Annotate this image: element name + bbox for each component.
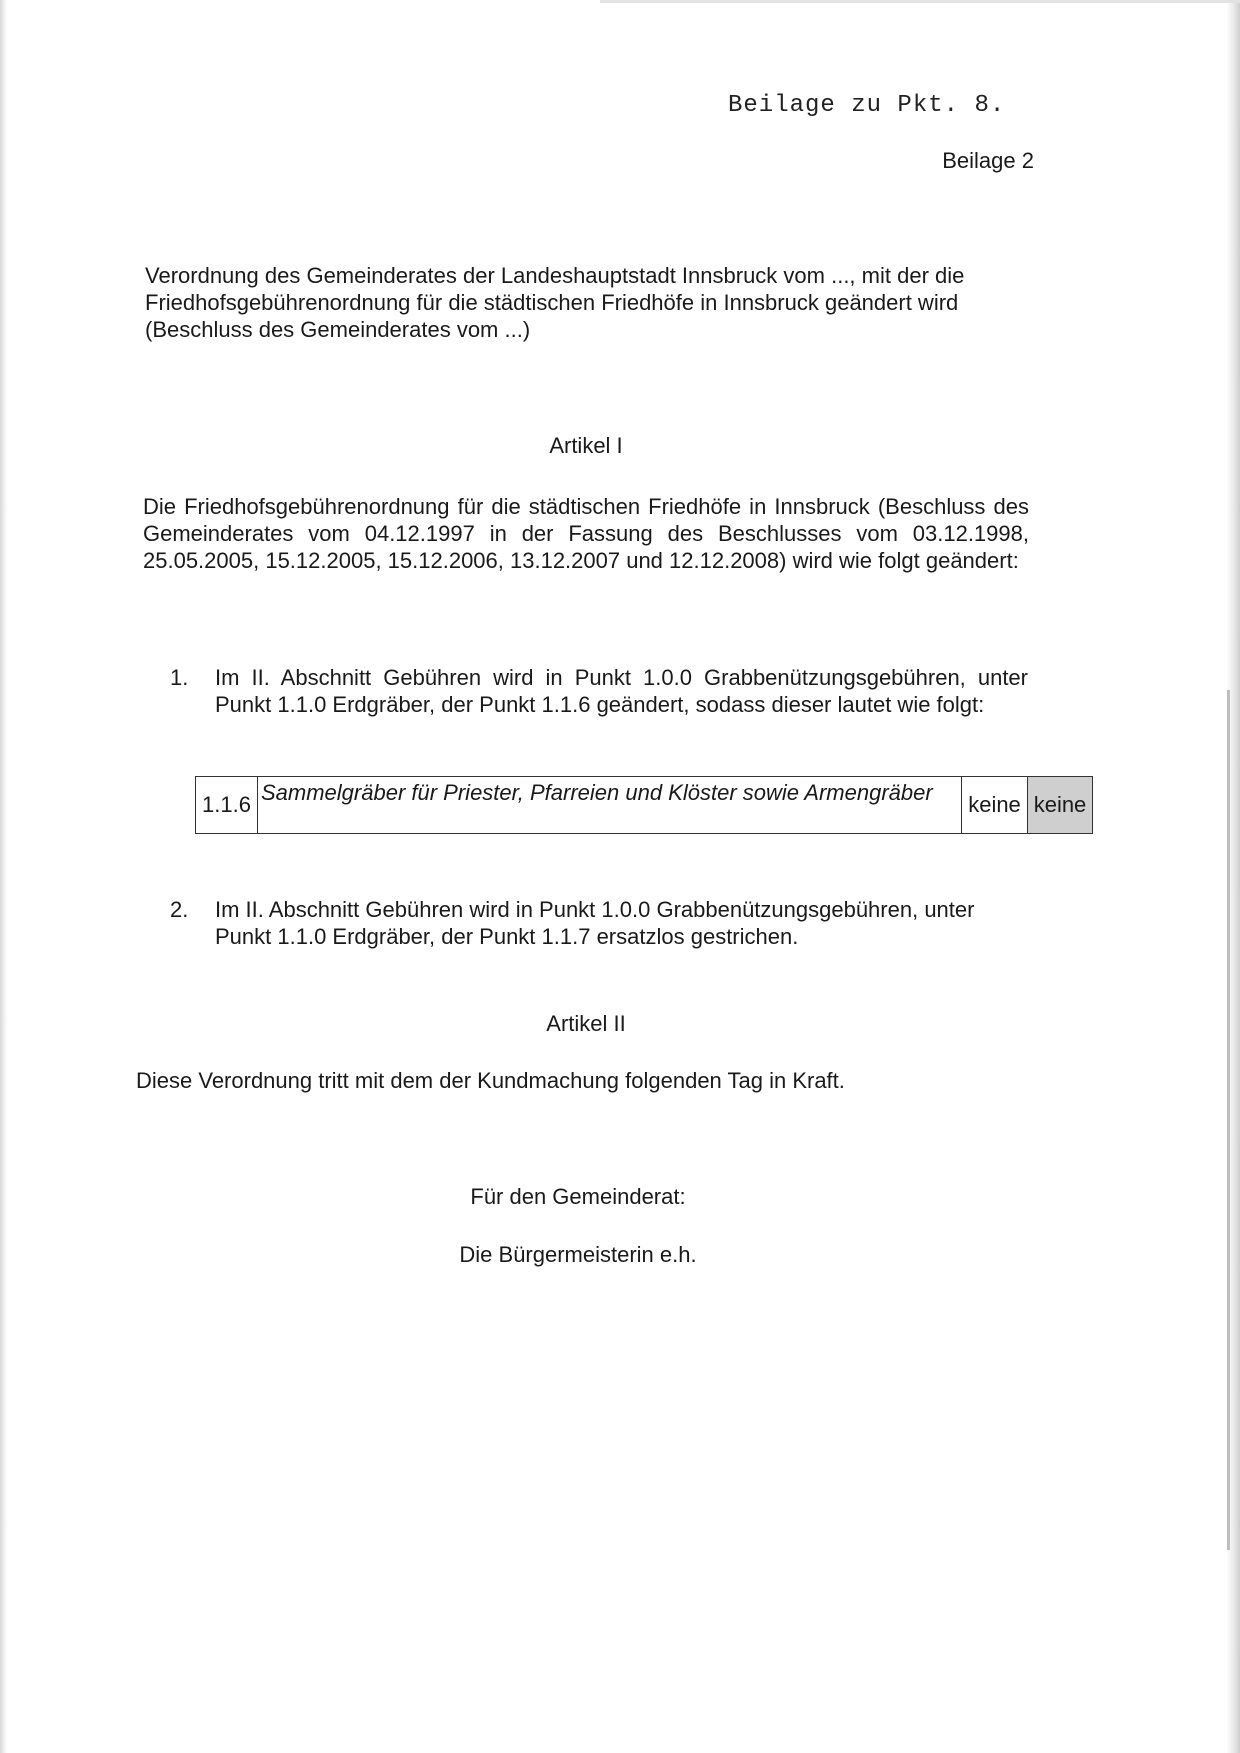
signature-mayor: Die Bürgermeisterin e.h. <box>459 1242 697 1267</box>
fee-table-description: Sammelgräber für Priester, Pfarreien und Klöster sowie Armengräber <box>258 777 962 833</box>
scan-shadow-left <box>0 0 8 1753</box>
article-1-heading: Artikel I <box>549 433 623 458</box>
fee-table-fee-1: keine <box>962 777 1028 833</box>
article-2-heading: Artikel II <box>546 1011 626 1036</box>
list-item-text: Im II. Abschnitt Gebühren wird in Punkt 1.0.0 Grabbenützungsgebühren, unter Punkt 1.1.0 Erdgräber, der Punkt 1.1.7 ersatzlos gestrichen. <box>215 897 975 949</box>
list-item <box>170 896 1022 950</box>
attachment-label: Beilage 2 <box>942 148 1034 173</box>
article-2-text: Diese Verordnung tritt mit dem der Kundmachung folgenden Tag in Kraft. <box>136 1068 845 1093</box>
article-1-text: Die Friedhofsgebührenordnung für die städtischen Friedhöfe in Innsbruck (Beschluss des Gemeinderates vom 04.12.1997 in der Fassung des Beschlusses vom 03.12.1998, 25.05.2005, 15.12.2005, 15.12.2006, 13.12.2007 und 12.12.2008) wird wie folgt geändert: <box>143 494 1029 573</box>
fee-table-code: 1.1.6 <box>196 777 258 833</box>
fee-table-fee-2: keine <box>1028 777 1092 833</box>
agenda-stamp: Beilage zu Pkt. 8. <box>728 92 1006 119</box>
scan-shadow-top <box>600 0 1240 3</box>
fee-table <box>195 776 1093 834</box>
ordinance-title: Verordnung des Gemeinderates der Landeshauptstadt Innsbruck vom ..., mit der die Friedhofsgebührenordnung für die städtischen Friedhöfe in Innsbruck geändert wird (Beschluss des Gemeinderates vom ...) <box>145 263 965 342</box>
signature-council: Für den Gemeinderat: <box>470 1184 686 1209</box>
list-item <box>170 664 1028 718</box>
list-item-number: 1. <box>170 665 189 690</box>
scan-edge-strip <box>1227 690 1230 1550</box>
list-item-text: Im II. Abschnitt Gebühren wird in Punkt 1.0.0 Grabbenützungsgebühren, unter Punkt 1.1.0 Erdgräber, der Punkt 1.1.6 geändert, sodass dieser lautet wie folgt: <box>215 665 1028 717</box>
list-item-number: 2. <box>170 897 189 922</box>
